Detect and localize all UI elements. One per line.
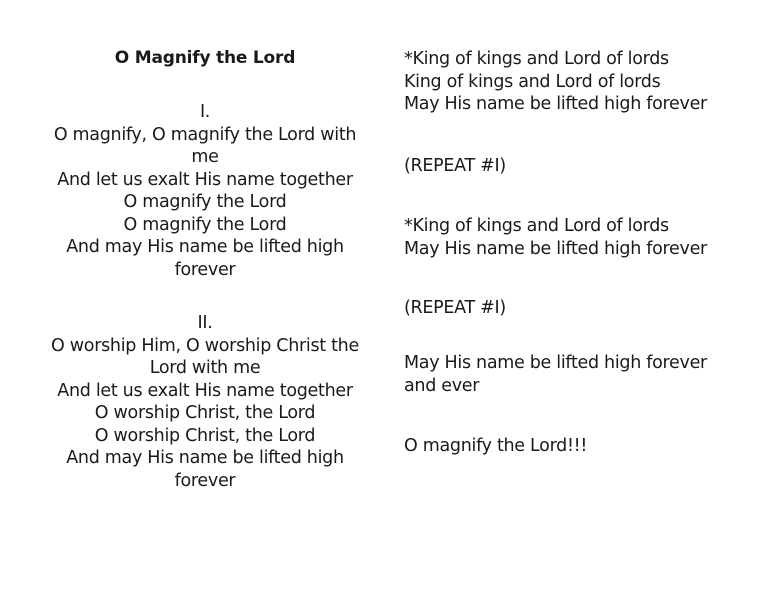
chorus-2-line: May His name be lifted high forever <box>404 238 707 259</box>
verse-1-line: O magnify, O magnify the Lord with me <box>53 124 357 167</box>
verse-2-line: O worship Christ, the Lord <box>94 425 316 446</box>
verse-2-line: O worship Christ, the Lord <box>94 403 316 423</box>
verse-1-line: O magnify the Lord <box>123 192 287 212</box>
ending-line: and ever <box>404 375 480 396</box>
verse-2-line: And may His name be lifted high forever <box>66 448 344 491</box>
repeat-note-2 <box>404 297 744 320</box>
chorus-2 <box>404 215 744 260</box>
repeat-note-2-text: (REPEAT #I) <box>404 298 506 318</box>
chorus-2-line: *King of kings and Lord of lords <box>404 216 669 236</box>
repeat-note-1-text: (REPEAT #I) <box>404 156 506 176</box>
ending <box>404 352 744 397</box>
song-title: O Magnify the Lord <box>114 48 296 68</box>
chorus-1-line: May His name be lifted high forever <box>404 94 707 114</box>
chorus-1-line: *King of kings and Lord of lords <box>404 49 669 69</box>
verse-2-numeral: II. <box>197 313 213 333</box>
chorus-1-line: King of kings and Lord of lords <box>404 71 661 92</box>
chorus-1 <box>404 48 744 116</box>
repeat-note-1 <box>404 155 744 178</box>
verse-1 <box>40 101 370 281</box>
finale-line: O magnify the Lord!!! <box>404 436 588 456</box>
verse-2 <box>40 312 370 492</box>
verse-2-line: O worship Him, O worship Christ the Lord with me <box>51 335 359 378</box>
verse-1-line: And may His name be lifted high forever <box>66 237 344 280</box>
verse-2-line: And let us exalt His name together <box>57 380 353 401</box>
verse-1-numeral: I. <box>199 102 211 122</box>
finale <box>404 435 744 458</box>
verse-1-line: And let us exalt His name together <box>57 169 353 190</box>
ending-line: May His name be lifted high forever <box>404 353 707 373</box>
verse-1-line: O magnify the Lord <box>123 214 287 235</box>
